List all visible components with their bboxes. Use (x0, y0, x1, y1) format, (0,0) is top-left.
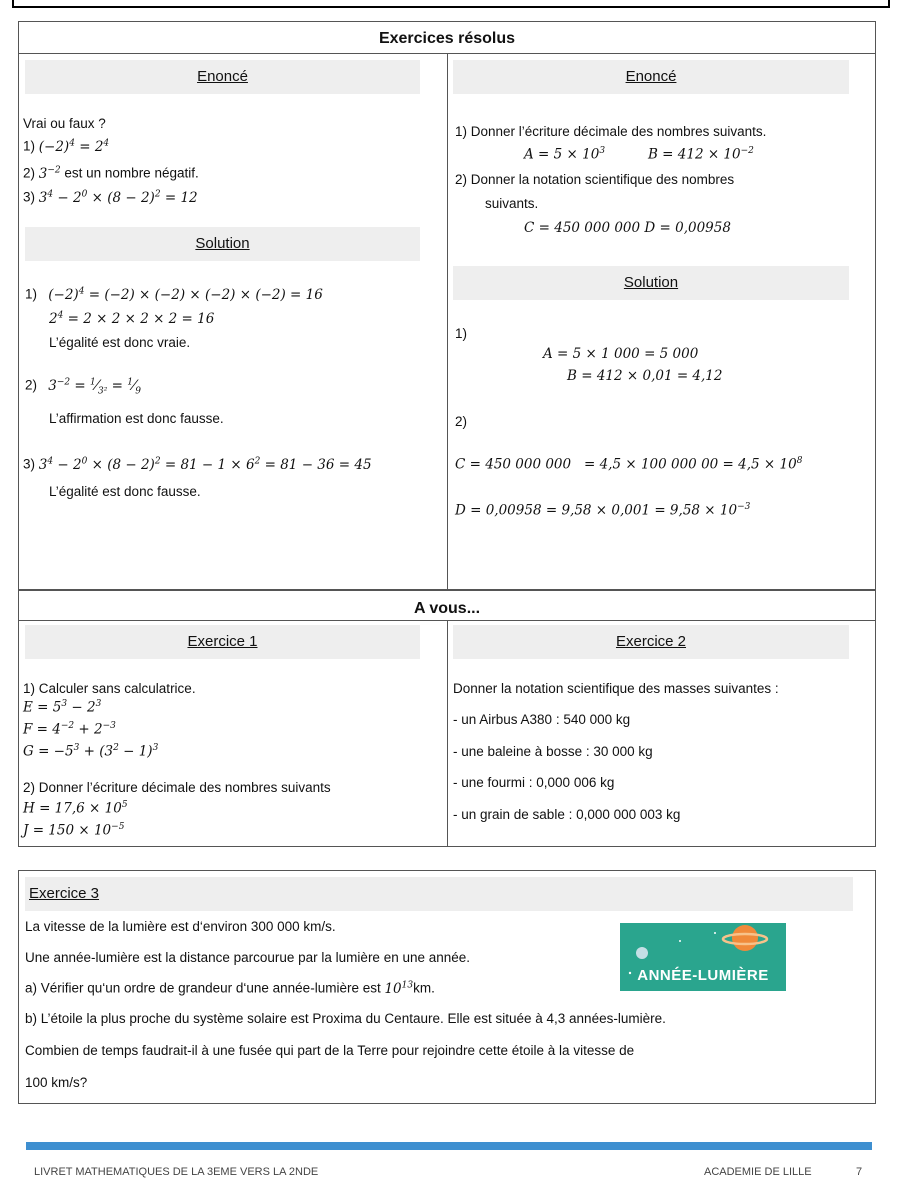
ex3-title: Exercice 3 (29, 885, 100, 902)
intro-text: Vrai ou faux ? (23, 116, 106, 131)
right-s2-d: $D = 0,00958 = 9,58 \times 0,001 = 9,58 \times 10^{-3}$ (455, 502, 751, 519)
solution-3a: 3) $3^4 - 2^0 \times (8 - 2)^2 = 81 - 1 \times 6^2 = 81 - 36 = 45$ (23, 456, 372, 473)
right-s1-a: A = 5 × 1 000 = 5 000 (543, 346, 699, 362)
ex1-f: $F = 4^{-2} + 2^{-3}$ (23, 721, 116, 738)
left-solution-header: Solution (25, 227, 420, 261)
ex1-q2: 2) Donner l’écriture décimale des nombres suivants (23, 780, 331, 795)
solution-2b: L’affirmation est donc fausse. (49, 411, 224, 426)
footer-center: ACADEMIE DE LILLE (704, 1166, 812, 1178)
right-q2a: 2) Donner la notation scientifique des nombres (455, 172, 735, 187)
ex3-line-5: Combien de temps faudrait-il à une fusée qui part de la Terre pour rejoindre cette étoile à la vitesse de (25, 1043, 635, 1058)
right-enonce-header: Enoncé (453, 60, 849, 94)
left-enonce-header: Enoncé (25, 60, 420, 94)
top-frame (12, 0, 890, 8)
ex1-h: $H = 17,6 \times 10^5$ (23, 800, 128, 817)
ex2-intro: Donner la notation scientifique des masses suivantes : (453, 681, 779, 696)
statement-1: 1) $(-2)^4 = 2^4$ (23, 138, 110, 155)
right-s1-label: 1) (455, 326, 468, 341)
ex3-line-3: a) Vérifier qu‘un ordre de grandeur d‘une année-lumière est $10^{13}km$. (25, 980, 435, 997)
ex3-line-1: La vitesse de la lumière est d‘environ 300 000 km/s. (25, 919, 336, 934)
right-q1-values: $A = 5 \times 10^3$ $B = 412 \times 10^{-2}$ (524, 146, 754, 163)
solution-2a: 2) $3^{-2}$ = $^1⁄_{3^2}$ = $^1⁄_9$ (25, 377, 142, 397)
ex3-line-4: b) L’étoile la plus proche du système solaire est Proxima du Centaure. Elle est située à 4,3 années-lumière. (25, 1011, 666, 1026)
right-s2-label: 2) (455, 414, 468, 429)
solution-3b: L’égalité est donc fausse. (49, 484, 201, 499)
resolved-title: Exercices résolus (378, 30, 516, 47)
ex2-item-4: - un grain de sable : 0,000 000 003 kg (453, 807, 681, 822)
ex3-line-2: Une année-lumière est la distance parcourue par la lumière en une année. (25, 950, 471, 965)
right-q2-values: C = 450 000 000 D = 0,00958 (524, 220, 731, 236)
ex1-j: $J = 150 \times 10^{-5}$ (23, 822, 125, 839)
solution-1a: 1) $(-2)^4 = (-2) \times (-2) \times (-2) \times (-2) = 16$ (25, 286, 323, 303)
a-vous-box (18, 589, 876, 847)
ex3-header (25, 877, 853, 911)
right-solution-header: Solution (453, 266, 849, 300)
ex1-e: $E = 5^3 - 2^3$ (23, 699, 102, 716)
right-s2-c: C = 450 000 000 = 4,5 × 100 000 $00 = 4,5 \times 10^8$ (455, 456, 803, 473)
ex1-header: Exercice 1 (25, 625, 420, 659)
ex2-item-1: - un Airbus A380 : 540 000 kg (453, 712, 631, 727)
footer-left: LIVRET MATHEMATIQUES DE LA 3EME VERS LA 2NDE (34, 1166, 319, 1178)
ex2-item-2: - une baleine à bosse : 30 000 kg (453, 744, 653, 759)
resolved-exercises-box (18, 21, 876, 591)
solution-1c: L’égalité est donc vraie. (49, 335, 191, 350)
right-s1-b: B = 412 × 0,01 = 4,12 (567, 368, 723, 384)
ex1-q1: 1) Calculer sans calculatrice. (23, 681, 196, 696)
ex2-header: Exercice 2 (453, 625, 849, 659)
banner-text: ANNÉE-LUMIÈRE (637, 967, 769, 984)
ex3-line-6: 100 km/s? (25, 1075, 88, 1090)
right-q2b: suivants. (485, 196, 539, 211)
column-divider (447, 53, 448, 590)
right-q1: 1) Donner l’écriture décimale des nombres suivants. (455, 124, 767, 139)
solution-1b: $2^4 = 2 \times 2 \times 2 \times 2 = 16$ (49, 310, 215, 327)
a-vous-title: A vous... (413, 600, 481, 617)
statement-3: 3) $3^4 - 2^0 \times (8 - 2)^2 = 12$ (23, 189, 198, 206)
footer-bar (26, 1142, 872, 1150)
statement-2: 2) $3^{-2}$ est un nombre négatif. (23, 165, 199, 182)
page-number: 7 (856, 1166, 863, 1178)
annee-lumiere-banner (620, 923, 786, 991)
column-divider (447, 620, 448, 846)
ex1-g: $G = -5^3 + (3^2 - 1)^3$ (23, 743, 159, 760)
ex2-item-3: - une fourmi : 0,000 006 kg (453, 775, 615, 790)
